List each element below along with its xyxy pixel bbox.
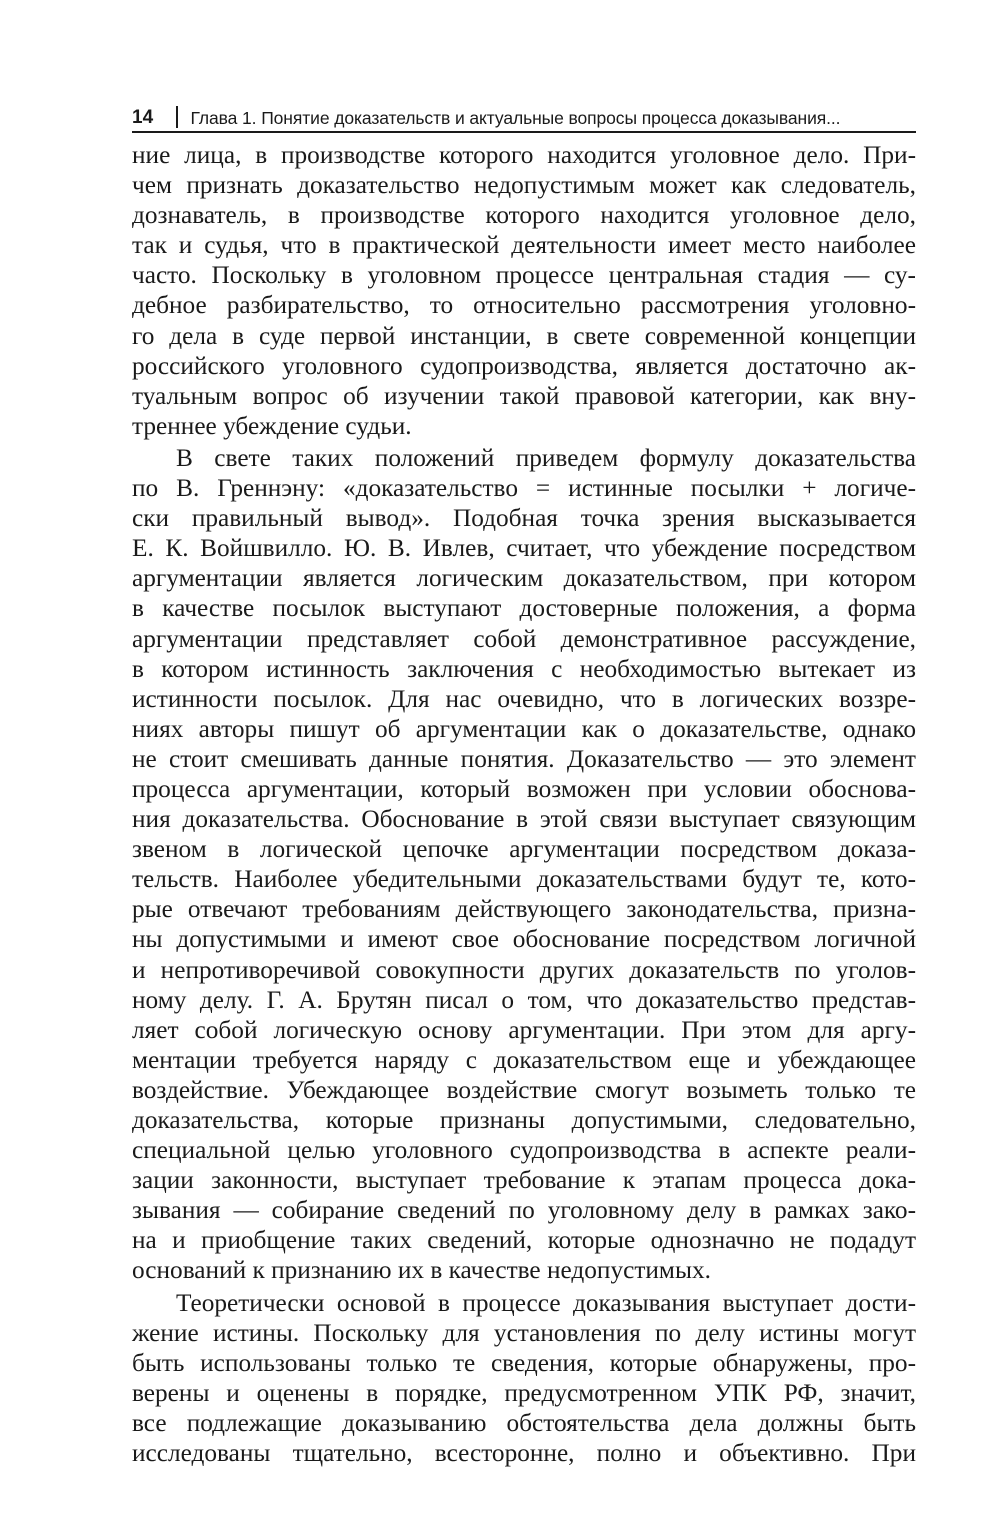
text-line: ние лица, в производстве которого находится уголовное дело. При-: [132, 141, 916, 169]
text-line: исследованы тщательно, всесторонне, полно и объективно. При: [132, 1439, 916, 1468]
text-line: воздействие. Убеждающее воздействие смогут возыметь только те: [132, 1075, 916, 1104]
text-line: не стоит смешивать данные понятия. Доказательство — это элемент: [132, 744, 916, 773]
text-line: ляет собой логическую основу аргументации. При этом для аргу-: [132, 1015, 916, 1044]
text-line: Теоретически основой в процессе доказывания выступает дости-: [176, 1288, 916, 1317]
text-line: ментации требуется наряду с доказательством еще и убеждающее: [132, 1045, 916, 1074]
text-line: и непротиворечивой совокупности других доказательств по уголов-: [132, 955, 916, 984]
text-line: В свете таких положений приведем формулу доказательства: [176, 443, 916, 472]
text-line: Е. К. Войшвилло. Ю. В. Ивлев, считает, что убеждение посредством: [132, 534, 916, 563]
text-line: зывания — собирание сведений по уголовному делу в рамках зако-: [132, 1196, 916, 1225]
paragraph: [132, 443, 916, 1286]
text-line: оснований к признанию их в качестве недопустимых.: [132, 1256, 711, 1285]
paragraph: [132, 1288, 916, 1469]
text-line: ниях авторы пишут об аргументации как о доказательстве, однако: [132, 714, 916, 743]
text-line: тельств. Наиболее убедительными доказательствами будут те, кото-: [132, 865, 916, 894]
text-line: ния доказательства. Обоснование в этой связи выступает связующим: [132, 805, 916, 834]
text-line: ски правильный вывод». Подобная точка зрения высказывается: [132, 504, 916, 533]
text-line: процесса аргументации, который возможен при условии обоснова-: [132, 774, 916, 803]
text-line: специальной целью уголовного судопроизводства в аспекте реали-: [132, 1136, 916, 1165]
text-line: верены и оценены в порядке, предусмотренном УПК РФ, значит,: [132, 1378, 916, 1407]
text-line: в качестве посылок выступают достоверные положения, а форма: [132, 594, 916, 623]
text-line: дознаватель, в производстве которого находится уголовное дело,: [132, 201, 916, 230]
text-line: туальным вопрос об изучении такой правовой категории, как вну-: [132, 381, 916, 410]
paragraph: [132, 140, 916, 441]
text-line: часто. Поскольку в уголовном процессе центральная стадия — су-: [132, 261, 916, 290]
page-body: [132, 140, 916, 1468]
text-line: быть использованы только те сведения, которые обнаружены, про-: [132, 1348, 916, 1377]
text-line: истинности посылок. Для нас очевидно, что в логических воззре-: [132, 684, 916, 713]
text-line: чем признать доказательство недопустимым может как следователь,: [132, 171, 916, 200]
text-line: треннее убеждение судьи.: [132, 411, 412, 440]
text-line: звеном в логической цепочке аргументации посредством доказа-: [132, 835, 916, 864]
text-line: зации законности, выступает требование к этапам процесса дока-: [132, 1166, 916, 1195]
header-separator: [176, 106, 178, 128]
text-line: так и судья, что в практической деятельности имеет место наиболее: [132, 231, 916, 260]
text-line: доказательства, которые признаны допустимыми, следовательно,: [132, 1106, 916, 1134]
text-line: на и приобщение таких сведений, которые однозначно не подадут: [132, 1226, 916, 1255]
text-line: все подлежащие доказыванию обстоятельства дела должны быть: [132, 1408, 916, 1437]
text-line: жение истины. Поскольку для установления по делу истины могут: [132, 1318, 916, 1347]
text-line: го дела в суде первой инстанции, в свете современной концепции: [132, 321, 916, 350]
text-line: дебное разбирательство, то относительно рассмотрения уголовно-: [132, 291, 916, 320]
running-header: [132, 96, 916, 128]
page-number: 14: [132, 107, 154, 128]
text-line: по В. Греннэну: «доказательство = истинные посылки + логиче-: [132, 474, 916, 503]
running-title: Глава 1. Понятие доказательств и актуальные вопросы процесса доказывания...: [190, 108, 841, 128]
text-line: аргументации представляет собой демонстративное рассуждение,: [132, 624, 916, 653]
text-line: рые отвечают требованиям действующего законодательства, призна-: [132, 895, 916, 924]
text-line: в котором истинность заключения с необходимостью вытекает из: [132, 654, 916, 683]
text-line: аргументации является логическим доказательством, при котором: [132, 564, 916, 593]
text-line: ны допустимыми и имеют свое обоснование посредством логичной: [132, 925, 916, 954]
header-rule: [132, 131, 916, 133]
text-line: ному делу. Г. А. Брутян писал о том, что доказательство представ-: [132, 985, 916, 1014]
text-line: российского уголовного судопроизводства, является достаточно ак-: [132, 351, 916, 380]
